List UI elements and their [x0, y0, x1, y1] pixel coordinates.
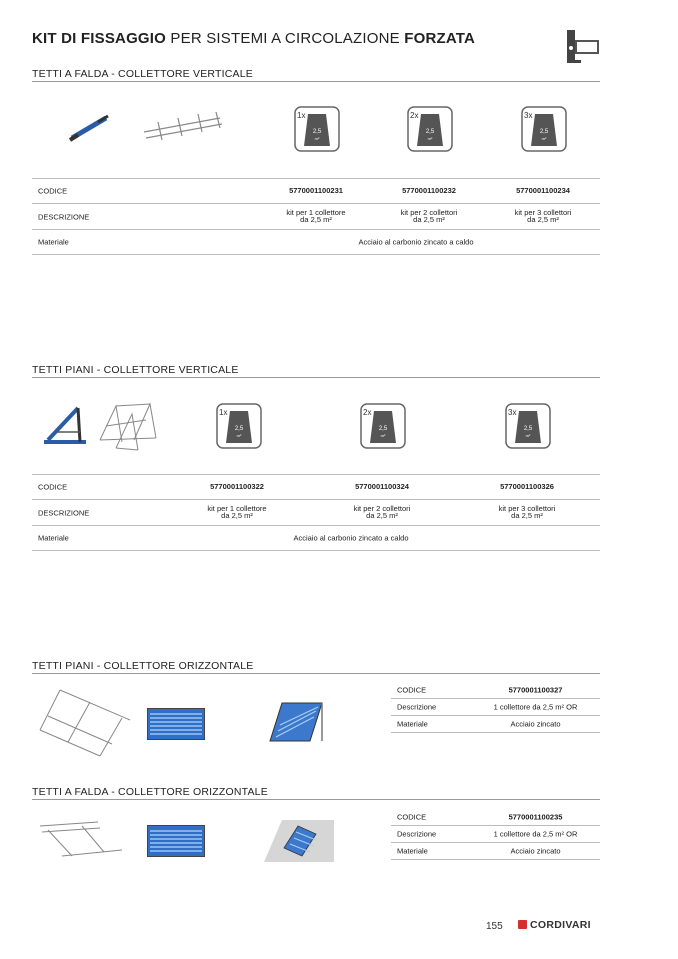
material-value: Acciaio al carbonio zincato a caldo	[358, 237, 474, 247]
section-divider	[32, 81, 600, 82]
quantity-3x-icon	[505, 403, 551, 449]
rail-image	[68, 110, 110, 147]
section-divider	[32, 799, 600, 800]
table-row-codice: CODICE 5770001100231 5770001100232 5770001100234	[32, 179, 600, 204]
svg-text:m²: m²	[236, 433, 242, 438]
section-header-icon	[563, 28, 601, 66]
material-value: Acciaio al carbonio zincato a caldo	[293, 533, 409, 543]
product-table-4	[391, 809, 600, 860]
svg-text:2,5: 2,5	[234, 426, 244, 432]
material-value: Acciaio zincato	[510, 846, 561, 856]
table-row-descrizione: Descrizione 1 collettore da 2,5 m² OR	[391, 826, 600, 843]
section-divider	[32, 377, 600, 378]
table-row-materiale: Materiale Acciaio zincato	[391, 716, 600, 733]
section-title-2: TETTI PIANI - COLLETTORE VERTICALE	[32, 364, 239, 376]
svg-text:2,5: 2,5	[378, 426, 388, 432]
brand-logo: CORDIVARI	[518, 919, 591, 931]
svg-text:2x: 2x	[363, 408, 372, 417]
product-code: 5770001100231	[289, 186, 343, 196]
quantity-2x-icon	[360, 403, 406, 449]
table-row-materiale: Materiale Acciaio al carbonio zincato a caldo	[32, 230, 600, 255]
table-row-codice: CODICE 5770001100327	[391, 682, 600, 699]
section-title-1: TETTI A FALDA - COLLETTORE VERTICALE	[32, 68, 253, 80]
product-code: 5770001100232	[402, 186, 456, 196]
product-description: kit per 1 collettore da 2,5 m²	[207, 503, 267, 521]
product-code: 5770001100324	[355, 482, 409, 492]
table-row-materiale: Materiale Acciaio al carbonio zincato a caldo	[32, 526, 600, 551]
collector-on-stand-image	[268, 701, 324, 748]
svg-text:m²: m²	[314, 136, 320, 141]
quantity-1x-icon	[294, 106, 340, 152]
quantity-3x-icon	[521, 106, 567, 152]
product-description: kit per 3 collettori da 2,5 m²	[498, 503, 556, 521]
svg-text:2,5: 2,5	[539, 129, 549, 135]
product-table-3	[391, 682, 600, 733]
svg-text:2x: 2x	[410, 111, 419, 120]
quantity-1x-icon	[216, 403, 262, 449]
collector-on-roof-image	[262, 814, 336, 869]
product-description: kit per 2 collettori da 2,5 m²	[353, 503, 411, 521]
material-value: Acciaio zincato	[510, 719, 561, 729]
flat-roof-stand-image	[42, 404, 88, 451]
page-title: KIT DI FISSAGGIO PER SISTEMI A CIRCOLAZIONE FORZATA	[32, 30, 476, 47]
table-row-codice: CODICE 5770001100322 5770001100324 5770001100326	[32, 475, 600, 500]
svg-text:m²: m²	[541, 136, 547, 141]
svg-text:3x: 3x	[524, 111, 533, 120]
table-row-descrizione: DESCRIZIONE kit per 1 collettore da 2,5 m² kit per 2 collettori da 2,5 m² kit per 3 collettori da 2,5 m²	[32, 204, 600, 230]
svg-text:1x: 1x	[297, 111, 306, 120]
svg-text:m²: m²	[380, 433, 386, 438]
brand-mark-icon	[518, 920, 527, 929]
product-description: kit per 3 collettori da 2,5 m²	[514, 207, 572, 225]
svg-text:2,5: 2,5	[425, 129, 435, 135]
product-description: 1 collettore da 2,5 m² OR	[493, 829, 578, 839]
svg-text:3x: 3x	[508, 408, 517, 417]
product-description: kit per 1 collettore da 2,5 m²	[286, 207, 346, 225]
quantity-2x-icon	[407, 106, 453, 152]
flat-roof-frame-image	[96, 396, 162, 461]
product-description: 1 collettore da 2,5 m² OR	[493, 702, 578, 712]
horizontal-frame-image	[38, 686, 132, 763]
mounting-frame-image	[140, 108, 226, 147]
svg-text:m²: m²	[525, 433, 531, 438]
table-row-codice: CODICE 5770001100235	[391, 809, 600, 826]
pitched-horizontal-frame-image	[38, 818, 124, 865]
product-code: 5770001100234	[516, 186, 570, 196]
page-number: 155	[486, 921, 503, 932]
product-code: 5770001100327	[508, 685, 563, 695]
product-code: 5770001100326	[500, 482, 554, 492]
section-divider	[32, 673, 600, 674]
product-description: kit per 2 collettori da 2,5 m²	[400, 207, 458, 225]
product-code: 5770001100235	[508, 812, 563, 822]
solar-collector-image	[147, 825, 205, 862]
svg-text:2,5: 2,5	[523, 426, 533, 432]
svg-text:2,5: 2,5	[312, 129, 322, 135]
table-row-materiale: Materiale Acciaio zincato	[391, 843, 600, 860]
solar-collector-image	[147, 708, 205, 745]
svg-text:1x: 1x	[219, 408, 228, 417]
table-row-descrizione: Descrizione 1 collettore da 2,5 m² OR	[391, 699, 600, 716]
section-title-3: TETTI PIANI - COLLETTORE ORIZZONTALE	[32, 660, 254, 672]
section-title-4: TETTI A FALDA - COLLETTORE ORIZZONTALE	[32, 786, 268, 798]
table-row-descrizione: DESCRIZIONE kit per 1 collettore da 2,5 m² kit per 2 collettori da 2,5 m² kit per 3 collettori da 2,5 m²	[32, 500, 600, 526]
product-code: 5770001100322	[210, 482, 264, 492]
svg-text:m²: m²	[427, 136, 433, 141]
